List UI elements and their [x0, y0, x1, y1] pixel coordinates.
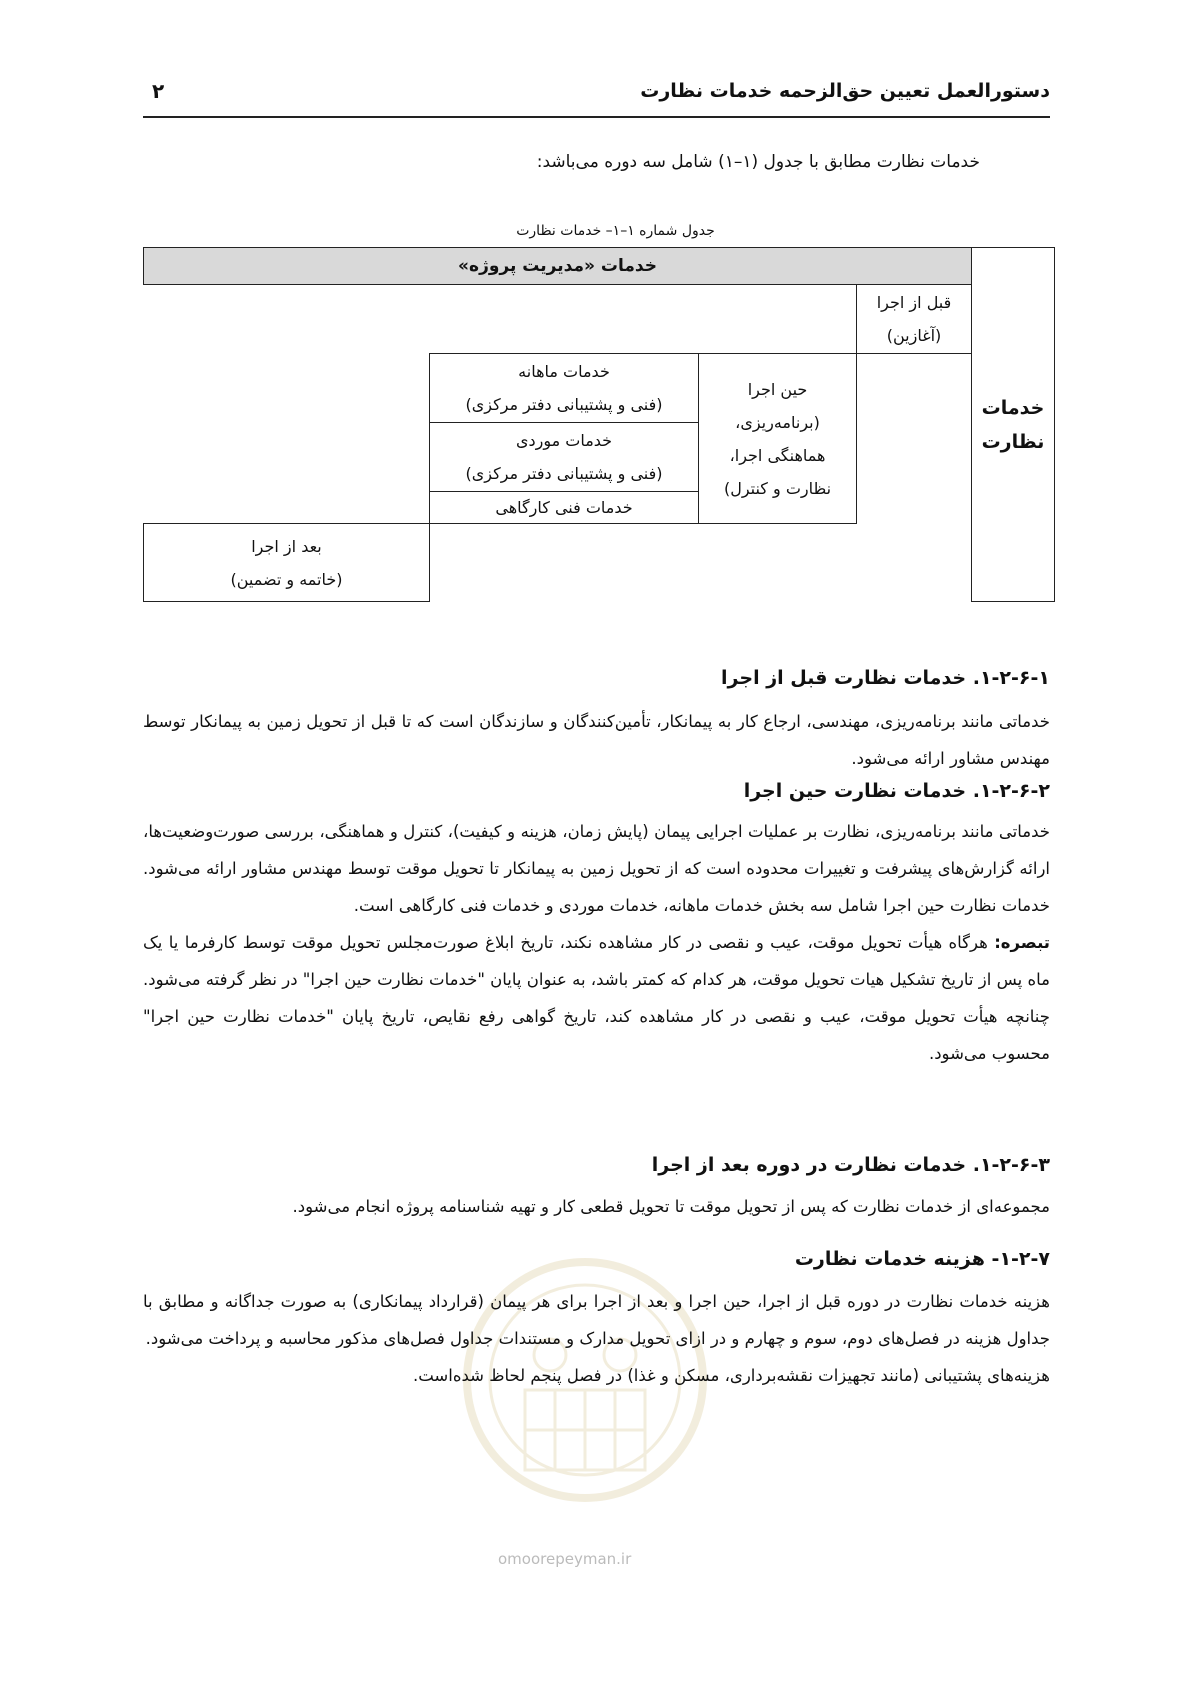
section-4-heading: ۱-۲-۷- هزینه خدمات نظارت [794, 1248, 1050, 1270]
section-3-body [143, 1188, 1050, 1225]
side-label-line2: نظارت [981, 430, 1045, 453]
watermark-text: omoorepeyman.ir [498, 1550, 632, 1568]
section-3-heading: ۱-۲-۶-۳. خدمات نظارت در دوره بعد از اجرا [651, 1154, 1050, 1176]
before-line1: قبل از اجرا [876, 293, 952, 312]
side-label-line1: خدمات [981, 396, 1045, 419]
during-line1: حین اجرا [747, 379, 808, 399]
section-1-heading: ۱-۲-۶-۱. خدمات نظارت قبل از اجرا [721, 667, 1050, 689]
supervision-table [143, 247, 1055, 602]
note-label: تبصره: [994, 933, 1050, 952]
section-1-text: خدماتی مانند برنامه‌ریزی، مهندسی، ارجاع کار به پیمانکار، تأمین‌کنندگان و سازندگان است که تا قبل از تحویل زمین به پیمانکار توسط مهندس مشاور ارائه می‌شود. [143, 712, 1050, 768]
case-line2: (فنی و پشتیبانی دفتر مرکزی) [465, 464, 663, 483]
workshop-text: خدمات فنی کارگاهی [495, 498, 633, 517]
section-4-text: هزینه خدمات نظارت در دوره قبل از اجرا، حین اجرا و بعد از اجرا برای هر پیمان (قرارداد پیمانکاری) به صورت جداگانه و مطابق با جداول هزینه در فصل‌های دوم، سوم و چهارم و در ازای تحویل مدارک و مستندات جداول فصل‌های مذکور محاسبه و پرداخت می‌شود. [143, 1292, 1050, 1348]
section-4-text-2: هزینه‌های پشتیبانی (مانند تجهیزات نقشه‌برداری، مسکن و غذا) در فصل پنجم لحاظ شده‌است. [412, 1366, 1050, 1385]
case-line1: خدمات موردی [515, 431, 613, 450]
monthly-line2: (فنی و پشتیبانی دفتر مرکزی) [465, 395, 663, 414]
during-line2: (برنامه‌ریزی، [735, 412, 820, 432]
header-title: دستورالعمل تعیین حق‌الزحمه خدمات نظارت [640, 80, 1050, 102]
workshop-services-cell [429, 491, 699, 524]
section-1-body [143, 703, 1050, 777]
section-4-body [143, 1283, 1050, 1394]
page-number: ۲ [152, 79, 165, 103]
after-line2: (خاتمه و تضمین) [230, 569, 343, 589]
section-2-note [143, 924, 1050, 1072]
section-2-body [143, 813, 1050, 1072]
after-execution-cell [143, 523, 430, 602]
before-line2: (آغازین) [886, 326, 942, 345]
case-services-cell [429, 422, 699, 492]
table-caption: جدول شماره ۱–۱– خدمات نظارت [516, 223, 715, 239]
during-line3: هماهنگی اجرا، [729, 445, 826, 465]
section-3-text: مجموعه‌ای از خدمات نظارت که پس از تحویل موقت تا تحویل قطعی کار و تهیه شناسنامه پروژه انجام می‌شود. [292, 1197, 1050, 1216]
after-line1: بعد از اجرا [251, 536, 322, 556]
during-execution-cell [698, 353, 857, 524]
monthly-line1: خدمات ماهانه [518, 362, 610, 381]
table-header-text: خدمات «مدیریت پروژه» [458, 255, 657, 276]
during-line4: نظارت و کنترل) [723, 478, 832, 498]
side-label-cell [971, 247, 1055, 602]
monthly-services-cell [429, 353, 699, 423]
before-execution-cell [856, 284, 972, 354]
table-header-cell [143, 247, 972, 285]
section-2-heading: ۱-۲-۶-۲. خدمات نظارت حین اجرا [743, 780, 1050, 802]
section-2-text: خدماتی مانند برنامه‌ریزی، نظارت بر عملیات اجرایی پیمان (پایش زمان، هزینه و کیفیت)، کنترل و هماهنگی، بررسی صورت‌وضعیت‌ها، ارائه گزارش‌های پیشرفت و تغییرات محدوده است که از تحویل زمین به پیمانکار تا تحویل موقت توسط مهندس مشاور ارائه می‌شود. خدمات نظارت حین اجرا شامل سه بخش خدمات ماهانه، خدمات موردی و خدمات فنی کارگاهی است. [143, 822, 1050, 915]
note-text: هرگاه هیأت تحویل موقت، عیب و نقصی در کار مشاهده نکند، تاریخ ابلاغ صورت‌مجلس تحویل موقت توسط کارفرما یا یک ماه پس از تاریخ تشکیل هیات تحویل موقت، هر کدام که کمتر باشد، به عنوان پایان "خدمات نظارت حین اجرا" در نظر گرفته می‌شود. چنانچه هیأت تحویل موقت، عیب و نقصی در کار مشاهده کند، تاریخ گواهی رفع نقایص، تاریخ پایان "خدمات نظارت حین اجرا" محسوب می‌شود. [143, 933, 1050, 1063]
intro-text: خدمات نظارت مطابق با جدول (۱–۱) شامل سه دوره می‌باشد: [536, 152, 980, 172]
header-rule [143, 116, 1050, 118]
